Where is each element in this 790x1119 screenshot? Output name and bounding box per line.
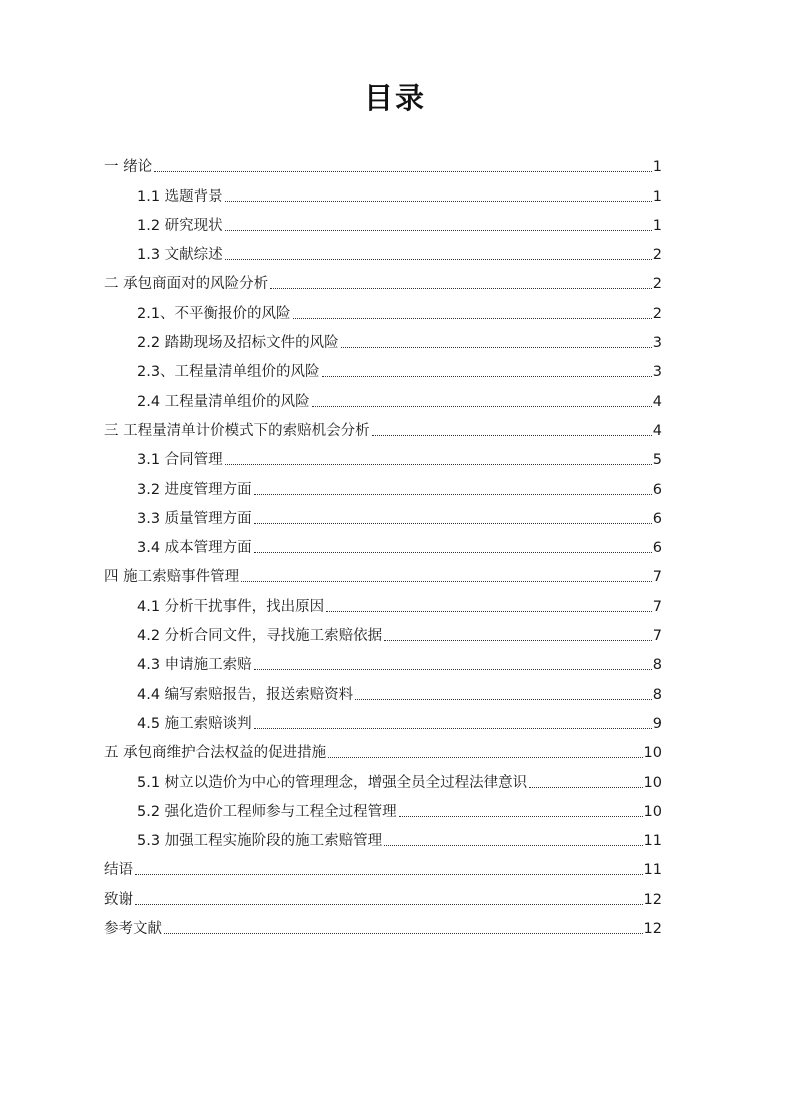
- toc-entry-page-number: 2: [652, 305, 662, 322]
- toc-entry-page-number: 6: [652, 481, 662, 498]
- toc-dot-leader: [225, 464, 652, 465]
- toc-entry-label: 五 承包商维护合法权益的促进措施: [104, 745, 327, 762]
- toc-entry[interactable]: [104, 674, 662, 703]
- toc-entry-label: 三 工程量清单计价模式下的索赔机会分析: [104, 422, 370, 439]
- toc-entry-label: 3.1 合同管理: [137, 452, 223, 469]
- toc-entry[interactable]: [104, 381, 662, 410]
- toc-dot-leader: [225, 259, 652, 260]
- toc-entry[interactable]: [104, 293, 662, 322]
- toc-entry-page-number: 11: [643, 862, 662, 879]
- toc-entry-page-number: 7: [652, 598, 662, 615]
- toc-entry-label: 二 承包商面对的风险分析: [104, 276, 269, 293]
- toc-entry-label: 3.4 成本管理方面: [137, 540, 252, 557]
- toc-entry[interactable]: [104, 411, 662, 440]
- toc-entry-page-number: 1: [652, 159, 662, 176]
- toc-entry-page-number: 10: [643, 774, 662, 791]
- toc-dot-leader: [254, 552, 652, 553]
- toc-dot-leader: [529, 787, 642, 788]
- toc-entry-page-number: 6: [652, 540, 662, 557]
- toc-dot-leader: [293, 318, 652, 319]
- toc-entry-page-number: 12: [643, 921, 662, 938]
- toc-dot-leader: [154, 171, 652, 172]
- toc-entry-page-number: 3: [652, 335, 662, 352]
- toc-dot-leader: [254, 523, 652, 524]
- toc-entry-page-number: 8: [652, 686, 662, 703]
- toc-entry[interactable]: [104, 616, 662, 645]
- toc-dot-leader: [254, 728, 652, 729]
- toc-dot-leader: [328, 757, 642, 758]
- toc-dot-leader: [135, 904, 643, 905]
- toc-dot-leader: [225, 230, 652, 231]
- toc-entry[interactable]: [104, 879, 662, 908]
- toc-entry[interactable]: [104, 352, 662, 381]
- toc-dot-leader: [355, 699, 652, 700]
- toc-entry-page-number: 4: [652, 422, 662, 439]
- toc-dot-leader: [254, 669, 652, 670]
- toc-entry[interactable]: [104, 206, 662, 235]
- toc-entry-label: 2.3、工程量清单组价的风险: [137, 364, 320, 381]
- toc-entry-label: 3.2 进度管理方面: [137, 481, 252, 498]
- toc-dot-leader: [372, 435, 652, 436]
- toc-entry[interactable]: [104, 323, 662, 352]
- toc-entry-label: 4.4 编写索赔报告，报送索赔资料: [137, 686, 354, 703]
- page-title: 目录: [363, 81, 426, 115]
- toc-entry[interactable]: [104, 176, 662, 205]
- toc-entry-page-number: 2: [652, 276, 662, 293]
- toc-entry-label: 4.1 分析干扰事件，找出原因: [137, 598, 325, 615]
- toc-entry-label: 2.4 工程量清单组价的风险: [137, 393, 310, 410]
- toc-entry[interactable]: [104, 645, 662, 674]
- toc-entry-page-number: 12: [643, 891, 662, 908]
- toc-dot-leader: [254, 494, 652, 495]
- toc-entry[interactable]: [104, 586, 662, 615]
- toc-entry[interactable]: [104, 821, 662, 850]
- toc-entry-label: 1.1 选题背景: [137, 188, 223, 205]
- toc-entry-label: 5.3 加强工程实施阶段的施工索赔管理: [137, 833, 383, 850]
- toc-entry-label: 2.2 踏勘现场及招标文件的风险: [137, 335, 339, 352]
- toc-entry-page-number: 10: [643, 745, 662, 762]
- table-of-contents: [104, 147, 662, 938]
- toc-entry-label: 一 绪论: [104, 159, 153, 176]
- toc-entry-label: 1.2 研究现状: [137, 217, 223, 234]
- toc-entry-page-number: 7: [652, 569, 662, 586]
- toc-dot-leader: [384, 845, 642, 846]
- toc-entry-page-number: 6: [652, 510, 662, 527]
- toc-entry-page-number: 7: [652, 628, 662, 645]
- toc-entry-label: 4.5 施工索赔谈判: [137, 715, 252, 732]
- toc-entry-page-number: 9: [652, 715, 662, 732]
- toc-entry-label: 5.2 强化造价工程师参与工程全过程管理: [137, 803, 397, 820]
- toc-entry-label: 结语: [104, 862, 133, 879]
- toc-entry[interactable]: [104, 440, 662, 469]
- toc-entry-label: 参考文献: [104, 921, 162, 938]
- toc-dot-leader: [399, 816, 643, 817]
- toc-entry-label: 4.2 分析合同文件，寻找施工索赔依据: [137, 628, 383, 645]
- toc-entry[interactable]: [104, 264, 662, 293]
- toc-entry[interactable]: [104, 235, 662, 264]
- toc-entry[interactable]: [104, 499, 662, 528]
- toc-dot-leader: [322, 376, 652, 377]
- toc-entry-label: 4.3 申请施工索赔: [137, 657, 252, 674]
- toc-entry-label: 2.1、不平衡报价的风险: [137, 305, 291, 322]
- toc-entry-page-number: 1: [652, 217, 662, 234]
- toc-entry[interactable]: [104, 909, 662, 938]
- toc-entry-page-number: 1: [652, 188, 662, 205]
- toc-entry[interactable]: [104, 528, 662, 557]
- toc-entry[interactable]: [104, 147, 662, 176]
- toc-entry-label: 四 施工索赔事件管理: [104, 569, 240, 586]
- toc-dot-leader: [270, 288, 652, 289]
- toc-entry[interactable]: [104, 557, 662, 586]
- toc-dot-leader: [164, 933, 643, 934]
- toc-entry-page-number: 8: [652, 657, 662, 674]
- toc-entry-page-number: 11: [643, 833, 662, 850]
- toc-entry[interactable]: [104, 762, 662, 791]
- toc-entry-page-number: 5: [652, 452, 662, 469]
- toc-entry[interactable]: [104, 469, 662, 498]
- toc-entry[interactable]: [104, 704, 662, 733]
- toc-dot-leader: [326, 611, 652, 612]
- toc-entry[interactable]: [104, 733, 662, 762]
- toc-dot-leader: [241, 581, 652, 582]
- toc-entry-page-number: 2: [652, 247, 662, 264]
- toc-dot-leader: [225, 201, 652, 202]
- toc-entry-label: 1.3 文献综述: [137, 247, 223, 264]
- toc-dot-leader: [135, 874, 643, 875]
- toc-entry-label: 5.1 树立以造价为中心的管理理念，增强全员全过程法律意识: [137, 774, 528, 791]
- toc-dot-leader: [384, 640, 652, 641]
- toc-entry[interactable]: [104, 850, 662, 879]
- toc-entry[interactable]: [104, 792, 662, 821]
- toc-entry-label: 致谢: [104, 891, 133, 908]
- toc-entry-page-number: 10: [643, 803, 662, 820]
- toc-entry-page-number: 4: [652, 393, 662, 410]
- toc-entry-page-number: 3: [652, 364, 662, 381]
- toc-dot-leader: [341, 347, 652, 348]
- toc-dot-leader: [312, 406, 652, 407]
- toc-entry-label: 3.3 质量管理方面: [137, 510, 252, 527]
